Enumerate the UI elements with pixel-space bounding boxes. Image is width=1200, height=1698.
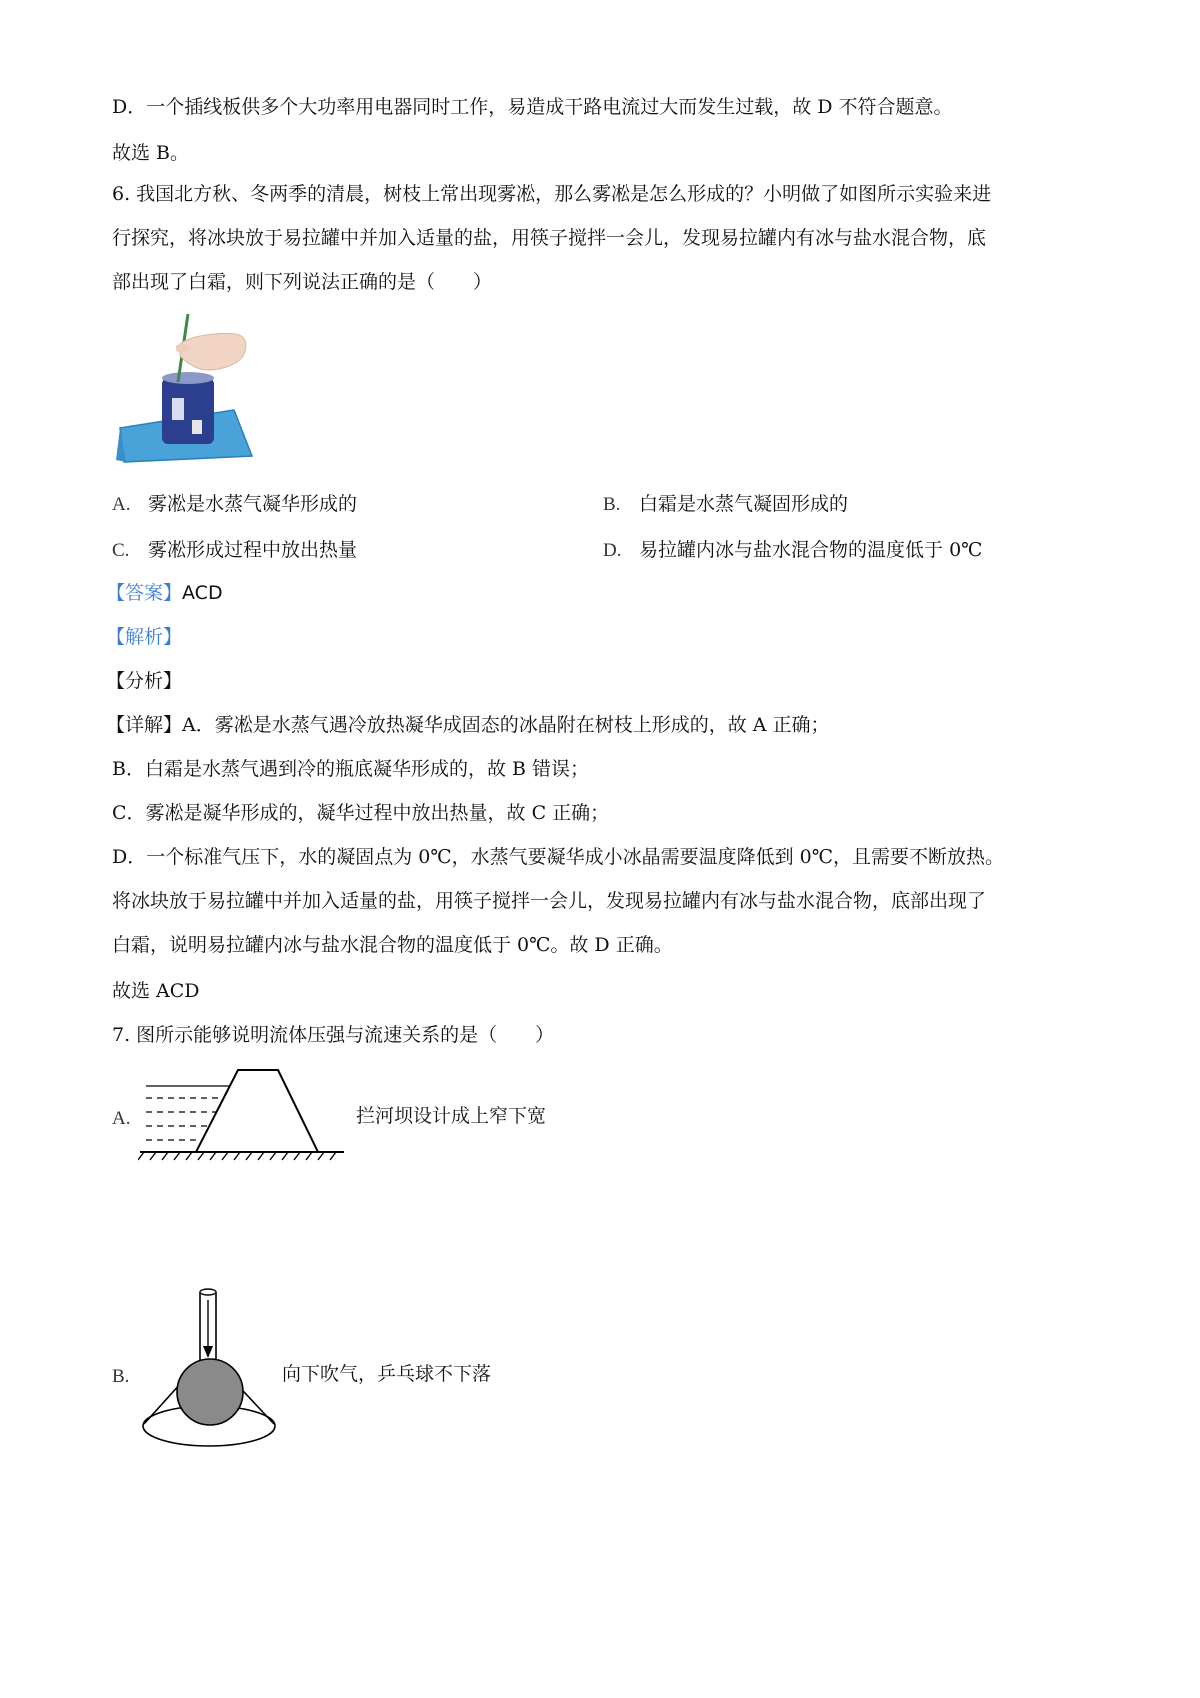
q6-option-a-text: 雾凇是水蒸气凝华形成的 <box>148 493 358 515</box>
q6-answer <box>106 580 223 606</box>
detail-tag: 【详解】 <box>106 714 183 736</box>
answer-tag: 【答案】 <box>106 582 183 604</box>
q7-option-a-text: 拦河坝设计成上窄下宽 <box>356 1105 547 1127</box>
q6-option-c <box>112 537 357 564</box>
q7-option-b-label: B. <box>112 1366 130 1387</box>
q6-option-b-text: 白霜是水蒸气凝固形成的 <box>639 493 849 515</box>
q6-stem-line-3: 部出现了白霜，则下列说法正确的是（ ） <box>112 271 493 293</box>
q6-option-d-text: 易拉罐内冰与盐水混合物的温度低于 0℃ <box>639 539 983 561</box>
detail-a-text: A．雾凇是水蒸气遇冷放热凝华成固态的冰晶附在树枝上形成的，故 A 正确； <box>182 714 830 736</box>
q6-stem-line-1: 6. 我国北方秋、冬两季的清晨，树枝上常出现雾凇，那么雾凇是怎么形成的？小明做了如图所示实验来进 <box>112 183 992 205</box>
q6-experiment-photo <box>112 310 272 470</box>
q6-option-d-label: D. <box>603 540 622 561</box>
q6-option-c-label: C. <box>112 540 130 561</box>
q6-option-a-label: A. <box>112 494 131 515</box>
q6-option-d <box>603 537 982 564</box>
fenxi-tag: 【分析】 <box>106 670 183 692</box>
prev-conclusion: 故选 B。 <box>112 142 190 164</box>
q7-dam-diagram <box>138 1066 348 1166</box>
q6-detail-d-line-1: D．一个标准气压下，水的凝固点为 0℃，水蒸气要凝华成小冰晶需要温度降低到 0℃，且需要不断放热。 <box>112 846 1005 868</box>
prev-option-d: D．一个插线板供多个大功率用电器同时工作，易造成干路电流过大而发生过载，故 D 不符合题意。 <box>112 96 953 118</box>
q6-detail-c: C．雾凇是凝华形成的，凝华过程中放出热量，故 C 正确； <box>112 802 610 824</box>
q6-option-a <box>112 491 357 518</box>
answer-value: ACD <box>182 582 223 604</box>
q7-option-a-label: A. <box>112 1108 131 1129</box>
q6-detail-b: B．白霜是水蒸气遇到冷的瓶底凝华形成的，故 B 错误； <box>112 758 590 780</box>
q6-option-b <box>603 491 848 518</box>
q6-conclusion: 故选 ACD <box>112 980 200 1002</box>
analysis-tag: 【解析】 <box>106 626 183 648</box>
q6-option-c-text: 雾凇形成过程中放出热量 <box>148 539 358 561</box>
q7-funnel-ball-diagram <box>138 1288 288 1453</box>
q7-option-b-text: 向下吹气，乒乓球不下落 <box>282 1363 492 1385</box>
q6-stem-line-2: 行探究，将冰块放于易拉罐中并加入适量的盐，用筷子搅拌一会儿，发现易拉罐内有冰与盐水混合物，底 <box>112 227 987 249</box>
q6-detail-d-line-3: 白霜，说明易拉罐内冰与盐水混合物的温度低于 0℃。故 D 正确。 <box>112 934 673 956</box>
q6-option-b-label: B. <box>603 494 621 515</box>
q6-detail-a <box>106 712 830 738</box>
q6-detail-d-line-2: 将冰块放于易拉罐中并加入适量的盐，用筷子搅拌一会儿，发现易拉罐内有冰与盐水混合物，底部出现了 <box>112 890 987 912</box>
q7-stem: 7. 图所示能够说明流体压强与流速关系的是（ ） <box>112 1024 555 1046</box>
